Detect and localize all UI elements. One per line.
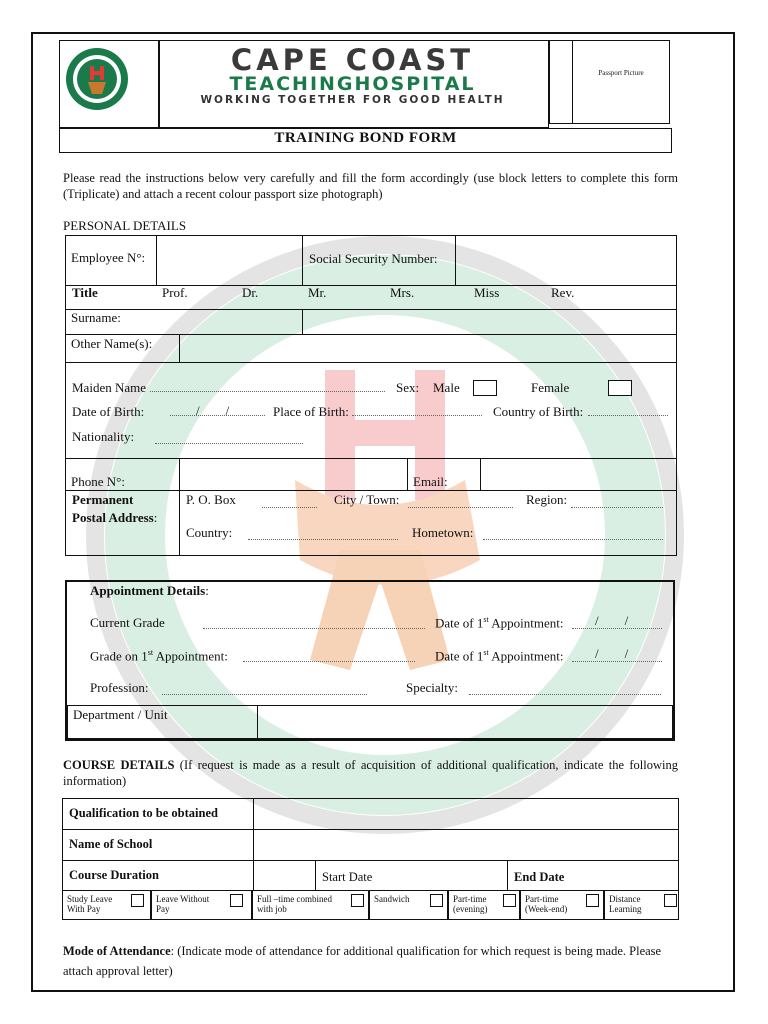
course-details-intro <box>63 757 678 789</box>
date-first-appt-label-1-pre: Date of 1 <box>435 615 484 631</box>
option-divider-5 <box>519 890 521 920</box>
option-6-line1: Part-time <box>525 894 559 904</box>
grade-first-appt-label-pre: Grade on 1 <box>90 648 148 664</box>
email-field[interactable] <box>480 458 677 491</box>
phone-field[interactable] <box>179 458 408 491</box>
dob-label: Date of Birth: <box>72 404 145 419</box>
option-5-line1: Part-time <box>453 894 487 904</box>
passport-picture-inner <box>572 40 670 124</box>
surname-label: Surname: <box>71 310 121 325</box>
mode-of-attendance-text <box>63 941 678 981</box>
country-of-birth-field[interactable] <box>588 415 668 416</box>
grade-first-appt-field[interactable] <box>243 661 415 662</box>
city-town-field[interactable] <box>408 507 513 508</box>
end-date-label: End Date <box>514 870 565 884</box>
grade-first-appt-label-sup: st <box>147 648 154 657</box>
grade-first-appt-label-post: Appointment: <box>153 648 228 664</box>
personal-details-heading: PERSONAL DETAILS <box>63 218 187 233</box>
postal-address-label-2 <box>72 510 157 526</box>
date-first-appt-label-1-post: Appointment: <box>488 615 564 631</box>
region-label: Region: <box>526 492 568 507</box>
option-full-time-combined <box>257 894 332 914</box>
country-field[interactable] <box>248 539 398 540</box>
option-1-line2: With Pay <box>67 904 101 914</box>
option-7-line1: Distance <box>609 894 641 904</box>
female-label: Female <box>531 380 570 395</box>
department-field[interactable] <box>257 705 673 739</box>
start-date-field[interactable] <box>315 860 508 891</box>
option-part-time-evening-checkbox[interactable] <box>503 894 516 907</box>
appointment-title-colon: : <box>205 583 209 598</box>
school-field[interactable] <box>253 829 679 861</box>
option-divider-4 <box>447 890 449 920</box>
maiden-name-field[interactable] <box>150 391 385 392</box>
instructions-text: Please read the instructions below very carefully and fill the form accordingly (use block letters to complete this form (Triplicate) and attach a recent colour passport size photograph) <box>63 171 678 201</box>
country-label: Country: <box>186 525 233 540</box>
title-option-rev[interactable]: Rev. <box>551 285 575 300</box>
title-option-mr[interactable]: Mr. <box>308 285 327 300</box>
postal-address-label-1: Permanent <box>72 492 134 507</box>
grade-first-appt-label <box>90 648 228 664</box>
option-5-line2: (evening) <box>453 904 488 914</box>
date-first-appt-sep-2: / / <box>595 646 629 661</box>
po-box-label: P. O. Box <box>186 492 236 507</box>
option-study-leave-with-pay-checkbox[interactable] <box>131 894 144 907</box>
option-sandwich <box>374 894 410 904</box>
male-label: Male <box>433 380 460 395</box>
email-label: Email: <box>413 474 448 489</box>
po-box-field[interactable] <box>262 507 317 508</box>
ssn-field[interactable] <box>455 235 677 286</box>
phone-label: Phone N°: <box>71 474 125 489</box>
date-first-appt-label-1-sup: st <box>483 615 489 624</box>
hospital-seal-icon <box>64 46 130 112</box>
option-4-line1: Sandwich <box>374 894 410 904</box>
option-sandwich-checkbox[interactable] <box>430 894 443 907</box>
current-grade-label: Current Grade <box>90 615 165 630</box>
appointment-title-text: Appointment Details <box>90 583 206 598</box>
mode-of-attendance-note: : (Indicate mode of attendance for additional qualification for which request is being made. Please attach approval letter) <box>63 944 662 978</box>
title-option-prof[interactable]: Prof. <box>162 285 188 300</box>
surname-field[interactable] <box>302 309 677 335</box>
passport-picture-label: Passport Picture <box>598 69 644 77</box>
sex-label: Sex: <box>396 380 420 395</box>
qualification-label: Qualification to be obtained <box>69 806 218 820</box>
option-distance-learning <box>609 894 641 914</box>
option-divider-3 <box>368 890 370 920</box>
option-3-line2: with job <box>257 904 287 914</box>
qualification-field[interactable] <box>253 798 679 830</box>
title-option-dr[interactable]: Dr. <box>242 285 259 300</box>
org-tagline: WORKING TOGETHER FOR GOOD HEALTH <box>200 94 505 106</box>
start-date-label: Start Date <box>322 870 373 884</box>
option-part-time-weekend <box>525 894 567 914</box>
date-first-appt-sep-1: / / <box>595 613 629 628</box>
other-names-field[interactable] <box>179 334 677 363</box>
maiden-name-label: Maiden Name <box>72 380 147 395</box>
option-leave-without-pay <box>156 894 209 914</box>
title-option-mrs[interactable]: Mrs. <box>390 285 415 300</box>
other-names-label: Other Name(s): <box>71 336 153 351</box>
date-first-appt-label-1 <box>435 615 563 631</box>
date-first-appt-label-2-post: Appointment: <box>488 648 564 664</box>
profession-field[interactable] <box>162 694 367 695</box>
employee-no-label: Employee N°: <box>71 250 146 265</box>
option-divider-2 <box>251 890 253 920</box>
specialty-label: Specialty: <box>406 680 458 695</box>
current-grade-field[interactable] <box>203 628 425 629</box>
option-7-line2: Learning <box>609 904 642 914</box>
place-of-birth-field[interactable] <box>352 415 482 416</box>
date-first-appt-label-2-sup: st <box>483 648 489 657</box>
employee-no-field[interactable] <box>156 235 303 286</box>
duration-field[interactable] <box>253 860 316 891</box>
postal-address-label-2-text: Postal Address <box>72 510 154 525</box>
option-6-line2: (Week-end) <box>525 904 568 914</box>
nationality-field[interactable] <box>155 443 303 444</box>
org-name-line1: CAPE COAST <box>230 43 475 77</box>
nationality-label: Nationality: <box>72 429 135 444</box>
title-label: Title <box>72 285 98 300</box>
postal-address-colon: : <box>153 510 158 525</box>
option-divider-6 <box>603 890 605 920</box>
option-2-line2: Pay <box>156 904 170 914</box>
title-option-miss[interactable]: Miss <box>474 285 500 300</box>
appointment-title <box>90 583 209 599</box>
org-name-line2: TEACHINGHOSPITAL <box>229 73 476 95</box>
ssn-label: Social Security Number: <box>309 251 438 266</box>
date-first-appt-label-2-pre: Date of 1 <box>435 648 484 664</box>
course-details-note: (If request is made as a result of acquisition of additional qualification, indicate the following information) <box>63 758 678 788</box>
specialty-field[interactable] <box>469 694 661 695</box>
option-part-time-weekend-checkbox[interactable] <box>586 894 599 907</box>
date-first-appt-label-2 <box>435 648 563 664</box>
option-divider-1 <box>150 890 152 920</box>
option-distance-learning-checkbox[interactable] <box>664 894 677 907</box>
city-town-label: City / Town: <box>334 492 400 507</box>
place-of-birth-label: Place of Birth: <box>273 404 349 419</box>
option-part-time-evening <box>453 894 487 914</box>
department-label: Department / Unit <box>73 707 168 722</box>
duration-label: Course Duration <box>69 868 159 882</box>
hometown-field[interactable] <box>483 539 663 540</box>
option-3-line1: Full –time combined <box>257 894 332 904</box>
school-label: Name of School <box>69 837 153 851</box>
male-checkbox[interactable] <box>473 380 497 396</box>
option-1-line1: Study Leave <box>67 894 113 904</box>
option-study-leave-with-pay <box>67 894 112 914</box>
hometown-label: Hometown: <box>412 525 474 540</box>
option-full-time-combined-checkbox[interactable] <box>351 894 364 907</box>
profession-label: Profession: <box>90 680 149 695</box>
form-title: TRAINING BOND FORM <box>274 130 457 146</box>
mode-of-attendance-label: Mode of Attendance <box>63 944 171 958</box>
dob-separator: / / <box>196 403 230 418</box>
country-of-birth-label: Country of Birth: <box>493 404 584 419</box>
region-field[interactable] <box>571 507 663 508</box>
female-checkbox[interactable] <box>608 380 632 396</box>
option-2-line1: Leave Without <box>156 894 210 904</box>
option-leave-without-pay-checkbox[interactable] <box>230 894 243 907</box>
course-details-title: COURSE DETAILS <box>63 758 175 772</box>
